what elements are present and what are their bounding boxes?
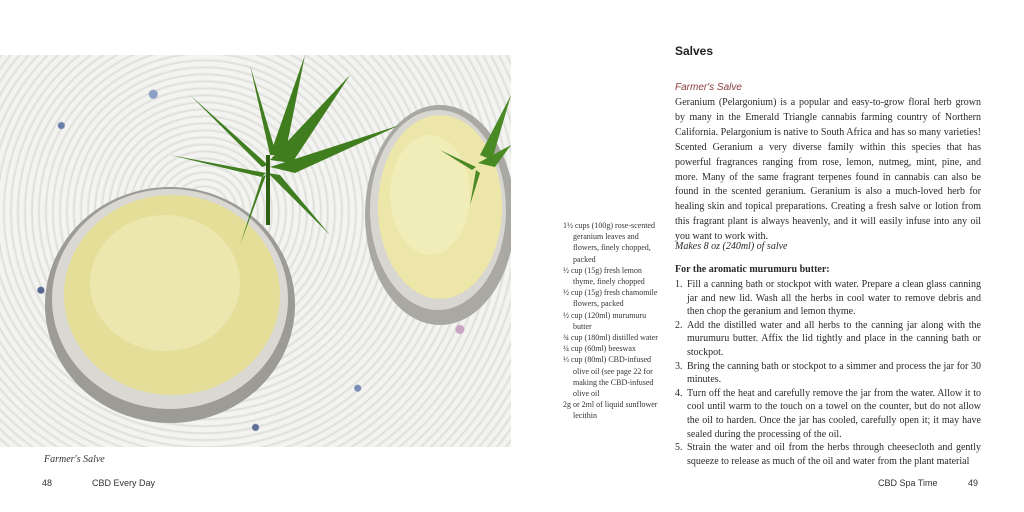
section-title: Salves: [675, 44, 714, 58]
running-head-right: CBD Spa Time: [878, 478, 938, 488]
salve-illustration: [0, 55, 511, 447]
step-item: 2. Add the distilled water and all herbs to the canning jar along with the murumuru butter. Affix the lid tightly and place in the canning bath or stockpot.: [675, 319, 981, 358]
ingredient-item: ¾ cup (180ml) distilled water: [563, 333, 658, 343]
page-number-right: 49: [968, 478, 979, 488]
ingredient-item: 1½ cups (100g) rose-scented geranium leaves and flowers, finely chopped, packed: [563, 221, 655, 264]
step-item: 1. Fill a canning bath or stockpot with water. Prepare a clean glass canning jar and new lid. Wash all the herbs in cool water to remove debris and then chop the geranium and lemon thyme.: [675, 279, 981, 318]
recipe-yield: Makes 8 oz (240ml) of salve: [675, 241, 788, 252]
instruction-steps: [675, 278, 981, 468]
ingredients-list: [563, 220, 663, 422]
ingredient-item: ½ cup (15g) fresh chamomile flowers, packed: [563, 288, 658, 309]
step-item: 5. Strain the water and oil from the herbs through cheesecloth and gently squeeze to release as much of the oil and water from the plant material: [675, 442, 981, 467]
ingredient-item: ⅓ cup (80ml) CBD-infused olive oil (see page 22 for making the CBD-infused olive oil: [563, 355, 654, 399]
step-item: 3. Bring the canning bath or stockpot to a simmer and process the jar for 30 minutes.: [675, 360, 981, 386]
page-number-left: 48: [42, 478, 53, 488]
intro-paragraph: Geranium (Pelargonium) is a popular and easy-to-grow floral herb grown by many in the Emerald Triangle cannabis farming country of Northern California. Pelargonium is native to South Africa and has so many varieties! Scented Geranium a very diverse family within this species that has powerful fragrances ranging from rose, lemon, nutmeg, mint, pine, and more. Many of the same fragrant terpenes found in cannabis can also be found in the scented geranium. Geranium is also a much-loved herb for healing skin and topical preparations. Creating a fresh salve or lotion from this fragrant plant is always heavenly, and it will easily infuse into any oil you want to work with.: [675, 97, 981, 243]
ingredient-item: ½ cup (15g) fresh lemon thyme, finely chopped: [563, 265, 645, 287]
ingredient-item: ½ cup (120ml) murumuru butter: [563, 310, 647, 331]
ingredient-item: ¼ cup (60ml) beeswax: [563, 344, 636, 354]
running-head-left: CBD Every Day: [92, 478, 156, 488]
ingredient-item: 2g or 2ml of liquid sunflower lecithin: [563, 400, 658, 421]
photo-caption: Farmer's Salve: [44, 454, 105, 465]
recipe-title: Farmer's Salve: [675, 82, 742, 93]
sub-heading: For the aromatic murumuru butter:: [675, 264, 830, 275]
step-item: 4. Turn off the heat and carefully remove the jar from the water. Allow it to cool until warm to the touch on a towel on the counter, but do not allow the oil to harden. Once the jar has cooled, carefully open it; it may have sealed during the processing of the oil.: [675, 387, 981, 440]
salve-photo: [0, 55, 511, 447]
